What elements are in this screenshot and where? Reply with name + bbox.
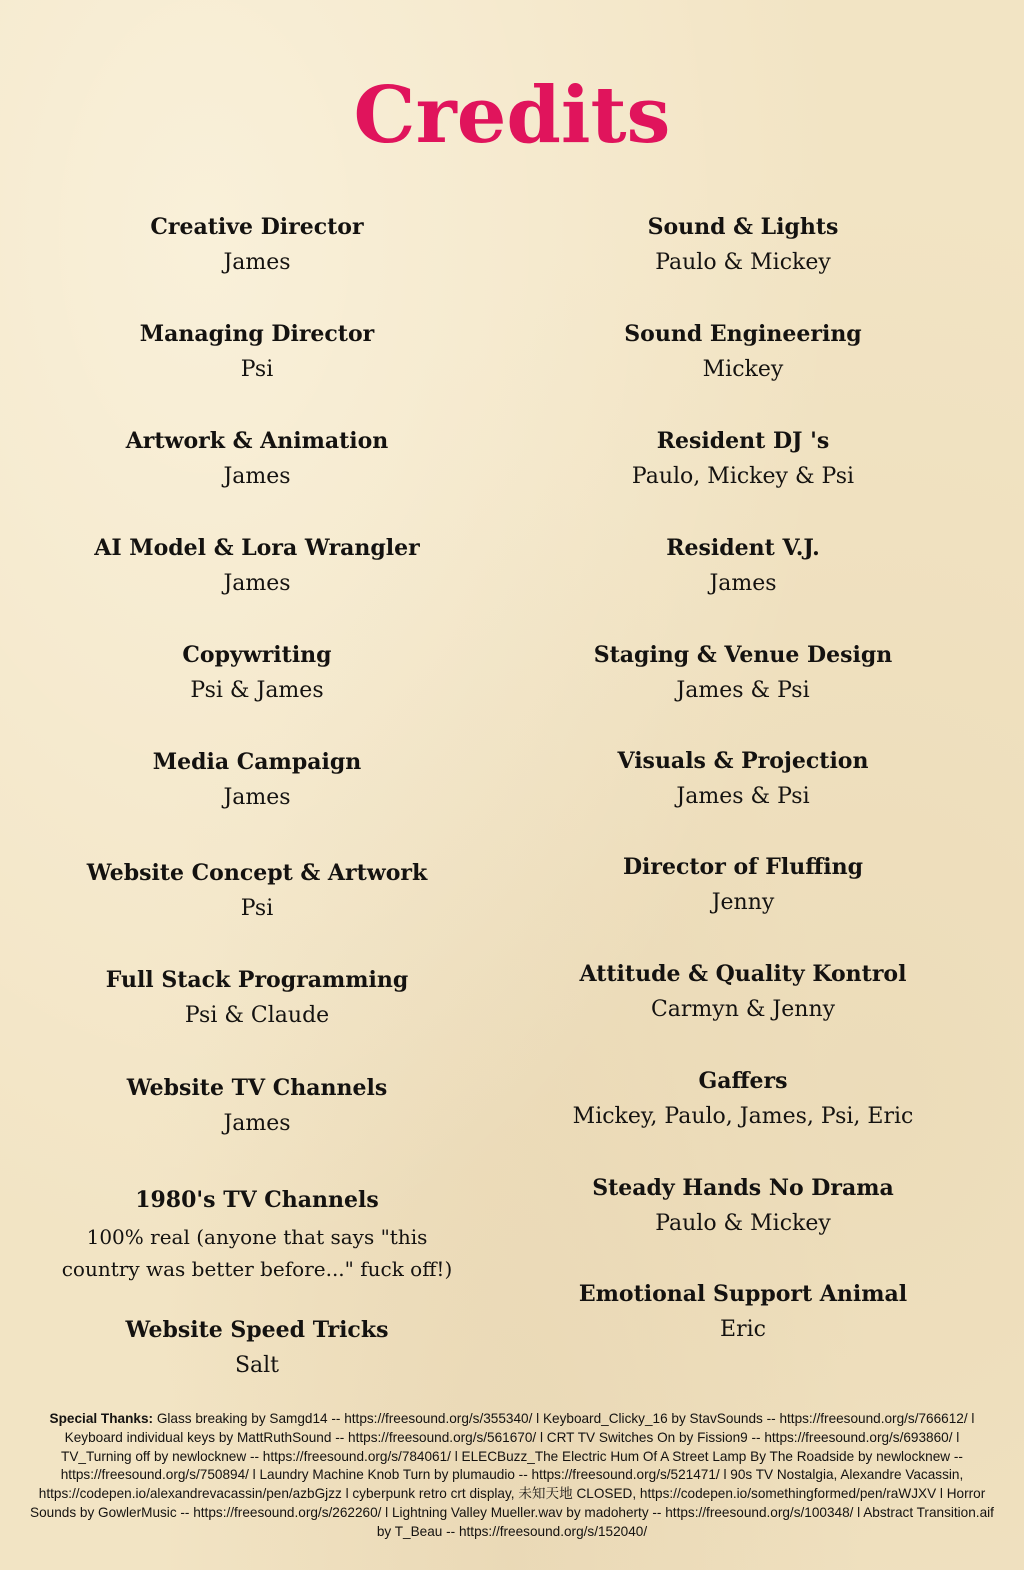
special-thanks-text: Glass breaking by Samgd14 -- https://freesound.org/s/355340/ l Keyboard_Clicky_16 by StavSounds -- https://freesound.org/s/766612/ l Keyboard individual keys by MattRuthSound -- https://freesound.org/s/561670/ l CRT TV Switches On by Fission9 -- https://freesound.org/s/693860/ l TV_Turning off by newlocknew -- https://freesound.org/s/784061/ l ELECBuzz_The Electric Hum Of A Street Lamp By The Roadside by newlocknew -- https://freesound.org/s/750894/ l Laundry Machine Knob Turn by plumaudio -- https://freesound.org/s/521471/ l 90s TV Nostalgia, Alexandre Vacassin, https://codepen.io/alexandrevacassin/pen/azbGjzz l cyberpunk retro crt display, 未知天地 CLOSED, https://codepen.io/somethingformed/pen/raWJXV l Horror Sounds by GowlerMusic -- https://freesound.org/s/262260/ l Lightning Valley Mueller.wav by madoherty -- https://freesound.org/s/100348/ l Abstract Transition.aif by T_Beau -- https://freesound.org/s/152040/ (30, 1411, 994, 1539)
credit-entry (17, 319, 497, 385)
credit-name: Paulo & Mickey (655, 250, 831, 275)
credit-name: Psi & James (190, 678, 324, 703)
credit-name: James (709, 571, 777, 596)
credit-role: Resident V.J. (666, 535, 820, 561)
credit-role: Visuals & Projection (617, 748, 869, 774)
credit-name: James (223, 250, 291, 275)
credit-entry (503, 852, 983, 918)
credit-entry (17, 1073, 497, 1139)
credit-name: James (223, 464, 291, 489)
credit-role: 1980's TV Channels (135, 1187, 379, 1213)
credit-name: Psi (240, 896, 274, 921)
credit-entry (17, 533, 497, 599)
credit-entry (503, 319, 983, 385)
credit-role: Attitude & Quality Kontrol (579, 961, 907, 987)
credit-role: Website Concept & Artwork (86, 860, 428, 886)
credit-name: Paulo, Mickey & Psi (631, 464, 855, 489)
credit-name: Eric (720, 1317, 766, 1342)
credit-role: Staging & Venue Design (593, 642, 893, 668)
credit-role: AI Model & Lora Wrangler (94, 535, 420, 561)
credit-name: James (223, 785, 291, 810)
credit-entry (503, 533, 983, 599)
credit-name: James (223, 571, 291, 596)
credit-entry (503, 426, 983, 492)
credit-name: James & Psi (676, 784, 810, 809)
credit-entry (17, 1315, 497, 1381)
credit-entry (17, 1185, 497, 1285)
credit-name: James (223, 1111, 291, 1136)
credit-role: Director of Fluffing (622, 854, 864, 880)
credit-entry (503, 640, 983, 706)
credit-entry (17, 640, 497, 706)
credit-role: Steady Hands No Drama (592, 1175, 894, 1201)
page-title: Credits (353, 70, 671, 161)
credit-role: Website TV Channels (126, 1075, 388, 1101)
credit-name: Mickey, Paulo, James, Psi, Eric (572, 1104, 914, 1129)
credit-entry (503, 959, 983, 1025)
credit-role: Full Stack Programming (105, 967, 409, 993)
credit-name: 100% real (anyone that says "this country was better before..." fuck off!) (61, 1225, 453, 1281)
credit-name: Paulo & Mickey (655, 1211, 831, 1236)
credit-name: Jenny (711, 890, 775, 915)
credit-entry (503, 1279, 983, 1345)
credit-entry (503, 212, 983, 278)
credit-entry (503, 1066, 983, 1132)
credit-role: Media Campaign (152, 749, 362, 775)
credit-role: Artwork & Animation (125, 428, 389, 454)
credit-name: Psi (240, 357, 274, 382)
credit-entry (17, 858, 497, 924)
credit-name: Salt (234, 1353, 280, 1378)
credit-role: Gaffers (698, 1068, 788, 1094)
special-thanks (28, 1410, 996, 1542)
credit-name: James & Psi (676, 678, 810, 703)
credit-role: Resident DJ 's (656, 428, 830, 454)
credit-name: Mickey (702, 357, 784, 382)
credit-entry (17, 426, 497, 492)
credit-role: Creative Director (150, 214, 364, 240)
credit-entry (17, 747, 497, 813)
credit-name: Psi & Claude (184, 1003, 330, 1028)
credit-role: Managing Director (139, 321, 375, 347)
credit-entry (503, 1173, 983, 1239)
credit-role: Sound & Lights (647, 214, 839, 240)
credit-entry (503, 746, 983, 812)
credit-role: Sound Engineering (624, 321, 862, 347)
credit-entry (17, 212, 497, 278)
credit-role: Emotional Support Animal (578, 1281, 908, 1307)
special-thanks-label: Special Thanks: (49, 1411, 154, 1426)
credit-entry (17, 965, 497, 1031)
credit-name: Carmyn & Jenny (650, 997, 836, 1022)
credit-role: Website Speed Tricks (125, 1317, 389, 1343)
credit-role: Copywriting (182, 642, 332, 668)
